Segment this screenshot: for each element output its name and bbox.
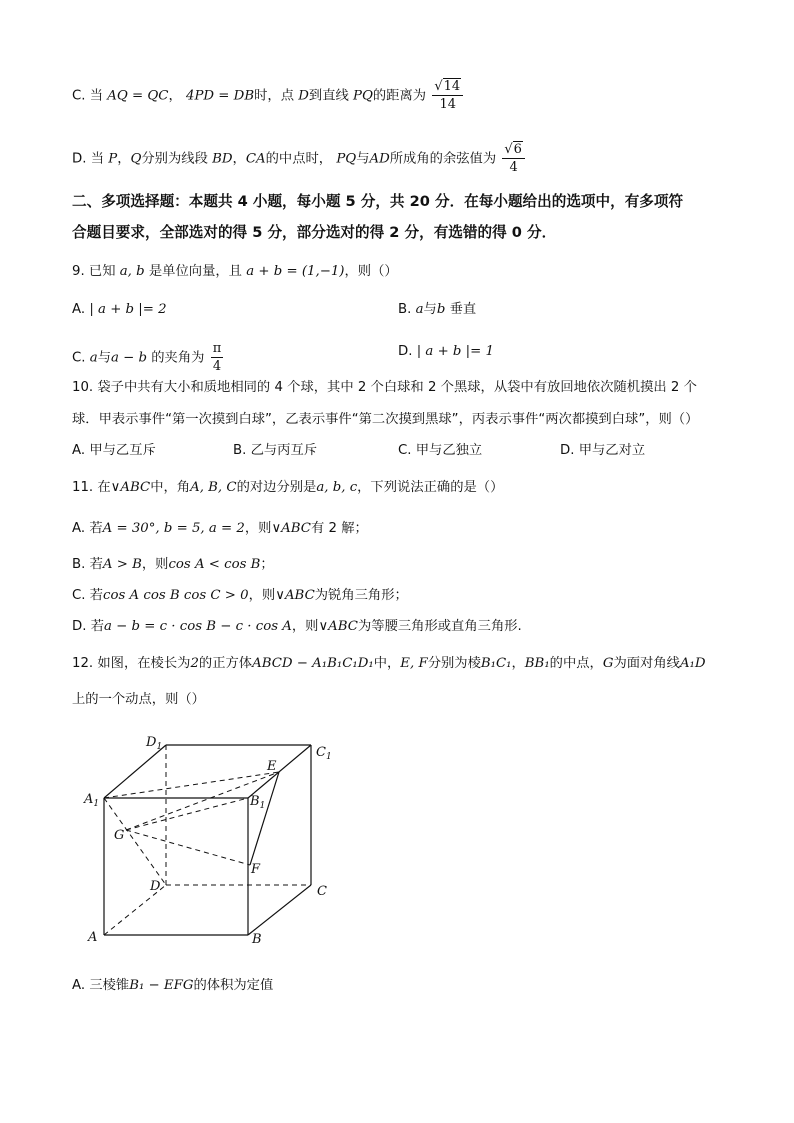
label-b1: $B_1$ xyxy=(250,794,266,811)
segment-g-f xyxy=(126,830,250,865)
section-2-heading-line-1: 二、多项选择题：本题共 4 小题，每小题 5 分，共 20 分．在每小题给出的选项中，有多项符 xyxy=(72,193,684,210)
question-10-stem-line-1: 10. 袋子中共有大小和质地相同的 4 个球，其中 2 个白球和 2 个黑球，从袋中有放回地依次随机摸出 2 个 xyxy=(72,380,697,395)
question-11-option-c: C. 若cos A cos B cos C > 0，则∨ABC为锐角三角形； xyxy=(72,588,408,603)
label-c: C xyxy=(317,884,327,899)
option-d-line: D. 当 P，Q分别为线段 BD，CA的中点时， PQ与AD所成角的余弦值为 $\frac{√6}{4}$ xyxy=(72,143,527,174)
question-10-option-d: D. 甲与乙对立 xyxy=(560,443,646,458)
question-11-option-d: D. 若a − b = c · cos B − c · cos A，则∨ABC为等腰三角形或直角三角形. xyxy=(72,619,522,634)
question-10-option-a: A. 甲与乙互斥 xyxy=(72,443,156,458)
question-12-stem-line-2: 上的一个动点，则（） xyxy=(72,692,205,707)
segment-g-b1 xyxy=(126,798,248,830)
option-c-line: C. 当 AQ = QC， 4PD = DB时，点 D到直线 PQ的距离为 $\frac{√14}{14}$ xyxy=(72,80,465,111)
label-b: B xyxy=(252,932,262,947)
fraction-pi-over-4: $\frac{\pi}{4}$ xyxy=(212,341,222,374)
question-11-option-b: B. 若A > B，则cos A < cos B； xyxy=(72,557,274,572)
question-12-stem-line-1: 12. 如图，在棱长为2的正方体ABCD − A₁B₁C₁D₁中，E, F分别为棱B₁C₁，BB₁的中点，G为面对角线A₁D xyxy=(72,656,706,671)
question-11-option-a: A. 若A = 30°, b = 5, a = 2，则∨ABC有 2 解； xyxy=(72,521,368,536)
edge-b-c xyxy=(248,885,311,935)
label-d: D xyxy=(150,879,161,894)
question-10-option-b: B. 乙与丙互斥 xyxy=(233,443,318,458)
fraction-sqrt6-over-4: $\frac{√6}{4}$ xyxy=(502,143,525,174)
label-g: G xyxy=(114,828,125,843)
label-a: A xyxy=(88,930,98,945)
fraction-sqrt14-over-14: $\frac{√14}{14}$ xyxy=(432,80,463,111)
label-e: E xyxy=(267,759,277,774)
segment-e-f xyxy=(250,772,279,865)
label-f: F xyxy=(251,862,261,877)
question-11-stem: 11. 在∨ABC中，角A, B, C的对边分别是a, b, c，下列说法正确的是（） xyxy=(72,480,504,495)
edge-b1-c1 xyxy=(248,745,311,798)
section-2-heading-line-2: 合题目要求，全部选对的得 5 分，部分选对的得 2 分，有选错的得 0 分． xyxy=(72,224,557,241)
label-a1: $A_1$ xyxy=(84,792,100,809)
question-10-option-c: C. 甲与乙独立 xyxy=(398,443,483,458)
question-9-option-b: B. a与b 垂直 xyxy=(398,302,477,317)
question-10-stem-line-2: 球．甲表示事件“第一次摸到白球”，乙表示事件“第二次摸到黑球”，丙表示事件“两次都摸到白球”，则（） xyxy=(72,412,699,427)
question-9-option-d: D. | a + b |= 1 xyxy=(398,344,494,359)
question-9-option-c: C. a与a − b 的夹角为 $\frac{\pi}{4}$ xyxy=(72,341,222,374)
question-9-stem: 9. 已知 a, b 是单位向量，且 a + b = (1,−1)，则（） xyxy=(72,264,398,279)
question-9-option-a: A. | a + b |= 2 xyxy=(72,302,167,317)
edge-a1-d1 xyxy=(104,745,166,798)
cube-figure xyxy=(80,728,350,953)
label-c1: $C_1$ xyxy=(316,745,332,762)
label-d1: $D_1$ xyxy=(146,735,163,752)
question-12-option-a: A. 三棱锥B₁ − EFG的体积为定值 xyxy=(72,978,274,993)
